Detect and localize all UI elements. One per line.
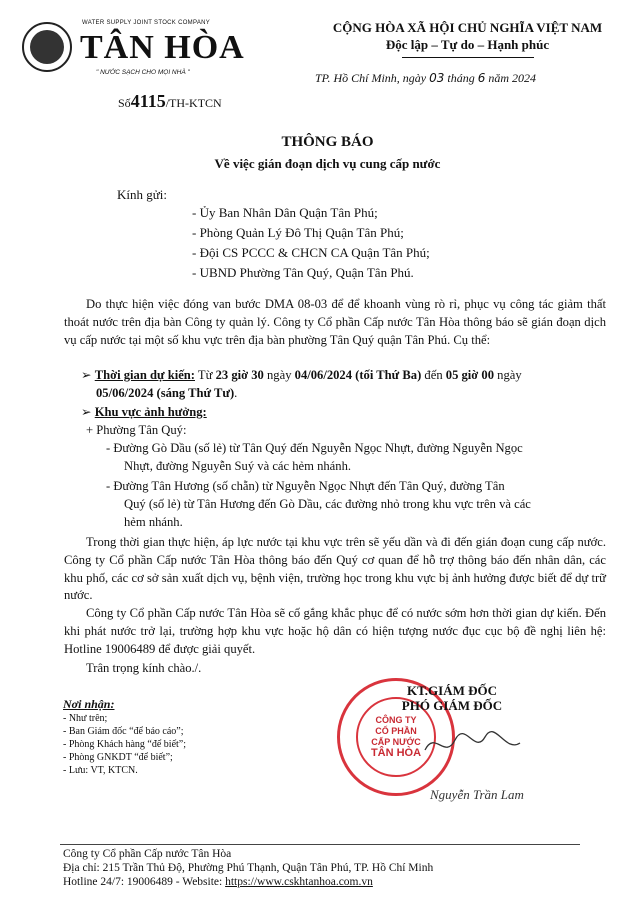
note-item: - Ban Giám đốc “để báo cáo”; [63,726,184,737]
area-item: Nhựt, đường Nguyễn Suý và các hẻm nhánh. [124,459,352,473]
note-item: - Phòng Khách hàng “để biết”; [63,739,187,750]
recipient-item: - Ủy Ban Nhân Dân Quận Tân Phú; [192,205,378,220]
company-small-name: WATER SUPPLY JOINT STOCK COMPANY [82,20,211,26]
signature-title: KT.GIÁM ĐỐC PHÓ GIÁM ĐỐC [401,683,503,713]
seal-text: CÔNG TY CỔ PHẦN CẤP NƯỚC TÂN HÒA [370,715,422,759]
closing: Trân trọng kính chào./. [86,661,202,675]
footer-address: Địa chỉ: 215 Trần Thủ Độ, Phường Phú Thạnh, Quận Tân Phú, TP. Hồ Chí Minh [63,862,434,874]
footer-divider [60,844,580,845]
notice-subtitle: Về việc gián đoạn dịch vụ cung cấp nước [214,156,441,171]
national-title: CỘNG HÒA XÃ HỘI CHỦ NGHĨA VIỆT NAM [332,20,603,35]
recipients-note-title: Nơi nhận: [63,697,115,711]
company-logo-icon [22,22,72,72]
notice-title: THÔNG BÁO [281,134,374,150]
arrow-icon: ➢ [81,405,92,419]
paragraph-pressure: Trong thời gian thực hiện, áp lực nước tại khu vực trên sẽ yếu dần và đi đến gián đoạn cung cấp nước. Công ty Cổ phần Cấp nước Tân Hòa thông báo đến Quý cơ quan để hỗ trợ thông báo đến nhân dân, các khu phố, các cơ sở sản xuất dịch vụ, bệnh viện, trường học trong khu vực bị ảnh hưởng được biết để dự trữ nước. [64,535,606,603]
company-slogan: " NƯỚC SẠCH CHO MỌI NHÀ " [96,69,190,76]
ward-label: + Phường Tân Quý: [86,423,187,437]
time-bullet: ➢ Thời gian dự kiến: Từ 23 giờ 30 ngày 04/06/2024 (tối Thứ Ba) đến 05 giờ 00 ngày 05/06/2024 (sáng Thứ Tư). [81,368,522,400]
national-motto: Độc lập – Tự do – Hạnh phúc [385,37,550,52]
area-item: Quý (số lẻ) từ Tân Hương đến Gò Dầu, các đường nhỏ trong khu vực trên và các [124,497,531,511]
greeting: Kính gửi: [117,187,168,202]
footer-hotline: Hotline 24/7: 19006489 - Website: https://www.cskhtanhoa.com.vn [63,876,373,888]
website-link[interactable]: https://www.cskhtanhoa.com.vn [225,876,373,888]
footer-company: Công ty Cổ phần Cấp nước Tân Hòa [63,848,232,860]
area-item: hẻm nhánh. [124,515,183,529]
note-item: - Phòng GNKDT “để biết”; [63,752,173,763]
area-bullet: ➢ Khu vực ảnh hưởng: [81,405,207,419]
document-date: TP. Hồ Chí Minh, ngày 03 tháng 6 năm 2024 [315,71,537,85]
intro-paragraph: Do thực hiện việc đóng van bước DMA 08-03 để để khoanh vùng rò rỉ, phục vụ công tác giảm thất thoát nước trên địa bàn Công ty quản lý. Công ty Cổ phần Cấp nước Tân Hòa thông báo sẽ gián đoạn dịch vụ cấp nước tại một số khu vực trên địa bàn phường Tân Quý quận Tân Phú. Cụ thể: [64,297,606,347]
document-number: Số4115/TH-KTCN [118,91,222,111]
signature-scribble-icon [420,725,530,765]
note-item: - Lưu: VT, KTCN. [63,765,138,776]
recipient-item: - UBND Phường Tân Quý, Quận Tân Phú. [192,265,414,280]
arrow-icon: ➢ [81,368,92,382]
signer-name: Nguyễn Trần Lam [430,787,524,802]
recipient-item: - Phòng Quản Lý Đô Thị Quận Tân Phú; [192,225,404,240]
recipient-item: - Đội CS PCCC & CHCN CA Quận Tân Phú; [192,245,430,260]
note-item: - Như trên; [63,713,108,724]
area-item: - Đường Gò Dầu (số lẻ) từ Tân Quý đến Nguyễn Ngọc Nhựt, đường Nguyễn Ngọc [106,441,523,455]
motto-underline [402,57,534,58]
area-item: - Đường Tân Hương (số chẵn) từ Nguyễn Ngọc Nhựt đến Tân Quý, đường Tân [106,479,505,493]
paragraph-recovery: Công ty Cổ phần Cấp nước Tân Hòa sẽ cố gắng khắc phục để có nước sớm hơn thời gian dự kiến. Đến khi phát nước trở lại, trường hợp khu vực hoặc hộ dân có hiện tượng nước đục cục bộ đề nghị liên hệ: Hotline 19006489 để được giải quyết. [64,606,606,656]
company-name: TÂN HÒA [80,29,245,66]
